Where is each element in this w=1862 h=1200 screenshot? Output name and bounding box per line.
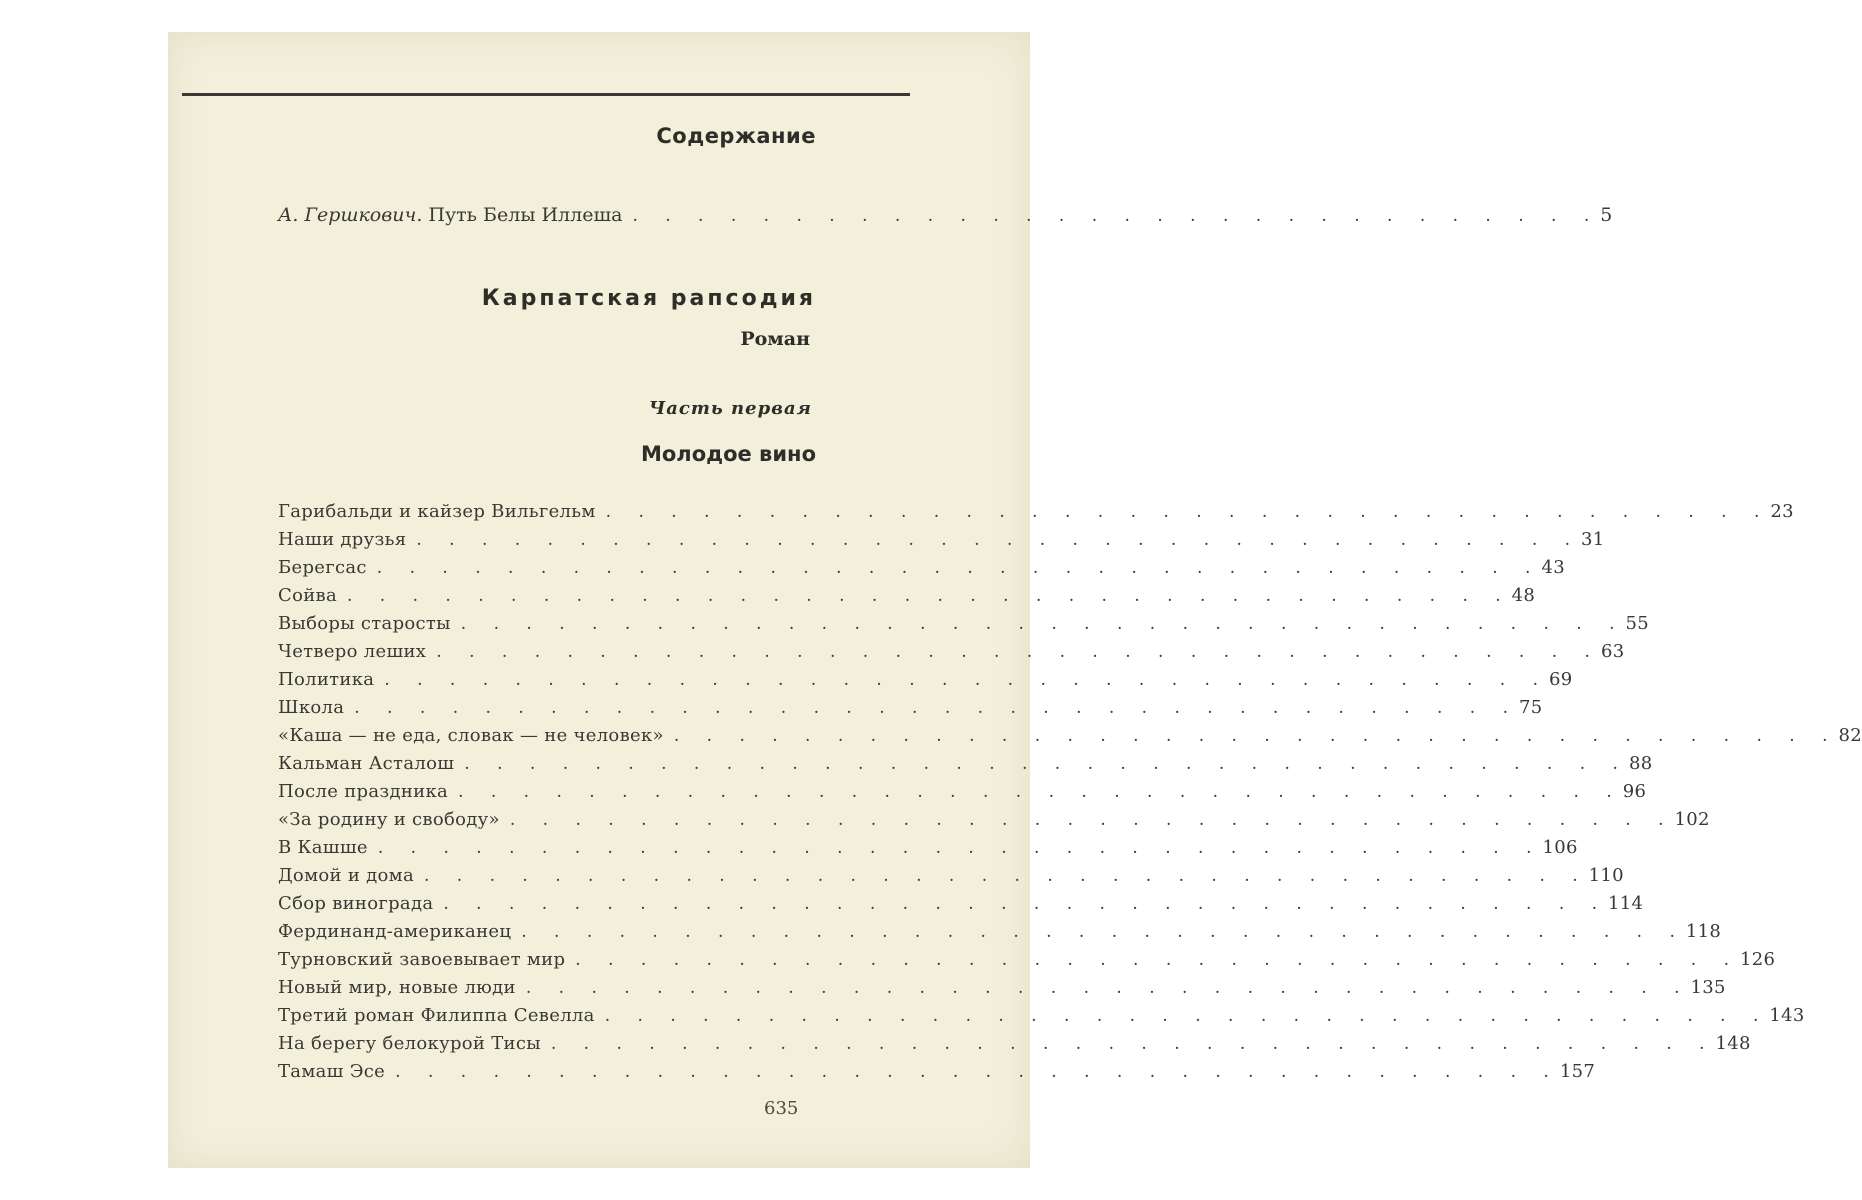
chapter-list [278, 498, 1862, 1086]
leader-dots: . . . . . . . . . . . . . . . . . . . . . . . . . . . . . . [632, 206, 1601, 226]
intro-label [278, 204, 622, 226]
chapter-title: Фердинанд-американец [278, 921, 512, 942]
chapter-entry [278, 1030, 1751, 1058]
leader-dots: . . . . . . . . . . . . . . . . . . . . . . . . . . . . . . . . . . . . [521, 922, 1686, 942]
chapter-page: 43 [1541, 557, 1565, 578]
leader-dots: . . . . . . . . . . . . . . . . . . . . . . . . . . . . . . . . . . . . [575, 950, 1740, 970]
intro-title: Путь Белы Иллеша [428, 204, 623, 226]
chapter-page: 63 [1600, 641, 1625, 662]
leader-dots: . . . . . . . . . . . . . . . . . . . . . . . . . . . . . . . . . . . . [605, 502, 1771, 522]
leader-dots: . . . . . . . . . . . . . . . . . . . . . . . . . . . . . . . . . . . . [377, 838, 1543, 858]
chapter-page: 75 [1518, 697, 1543, 718]
leader-dots: . . . . . . . . . . . . . . . . . . . . . . . . . . . . . . . . . . . . [509, 810, 1675, 830]
chapter-title: Выборы старосты [278, 613, 451, 634]
leader-dots: . . . . . . . . . . . . . . . . . . . . . . . . . . . . . . . . . . . . [354, 698, 1519, 718]
leader-dots: . . . . . . . . . . . . . . . . . . . . . . . . . . . . . . . . . . . . [376, 558, 1542, 578]
chapter-entry [278, 582, 1536, 610]
chapter-title: Новый мир, новые люди [278, 977, 516, 998]
chapter-page: 31 [1581, 529, 1605, 550]
chapter-page: 148 [1715, 1033, 1751, 1054]
part-title: Молодое вино [640, 442, 816, 466]
chapter-title: Третий роман Филиппа Севелла [278, 1005, 595, 1026]
chapter-page: 157 [1559, 1061, 1596, 1082]
chapter-page: 96 [1622, 781, 1647, 802]
chapter-title: Сбор винограда [278, 893, 434, 914]
chapter-page: 110 [1588, 865, 1624, 886]
chapter-title: «Каша — не еда, словак — не человек» [278, 725, 664, 746]
chapter-entry [278, 666, 1573, 694]
chapter-title: В Кашше [278, 837, 368, 858]
chapter-page: 126 [1739, 949, 1776, 970]
leader-dots: . . . . . . . . . . . . . . . . . . . . . . . . . . . . . . . . . . . . [346, 586, 1512, 606]
chapter-entry [278, 498, 1794, 526]
chapter-entry [278, 862, 1624, 890]
chapter-title: Сойва [278, 585, 337, 606]
header-rule [182, 93, 910, 96]
chapter-title: Турновский завоевывает мир [278, 949, 566, 970]
chapter-page: 88 [1628, 753, 1653, 774]
chapter-entry [278, 946, 1776, 974]
chapter-entry [278, 806, 1710, 834]
leader-dots: . . . . . . . . . . . . . . . . . . . . . . . . . . . . . . . . . . . . [395, 1062, 1560, 1082]
chapter-page: 82 [1838, 725, 1862, 746]
chapter-title: Политика [278, 669, 375, 690]
chapter-entry [278, 918, 1722, 946]
chapter-entry [278, 778, 1647, 806]
leader-dots: . . . . . . . . . . . . . . . . . . . . . . . . . . . . . . . . . . . . [436, 642, 1601, 662]
section-subtitle: Роман [740, 328, 810, 350]
section-title: Карпатская рапсодия [481, 286, 816, 311]
leader-dots: . . . . . . . . . . . . . . . . . . . . . . . . . . . . . . . . . . . . [464, 754, 1629, 774]
chapter-entry [278, 750, 1653, 778]
chapter-title: «За родину и свободу» [278, 809, 500, 830]
chapter-entry [278, 638, 1625, 666]
chapter-title: Школа [278, 697, 345, 718]
leader-dots: . . . . . . . . . . . . . . . . . . . . . . . . . . . . . . . . . . . . [416, 530, 1582, 550]
leader-dots: . . . . . . . . . . . . . . . . . . . . . . . . . . . . . . . . . . . . [550, 1034, 1716, 1054]
chapter-title: Берегсас [278, 557, 367, 578]
chapter-entry [278, 890, 1644, 918]
chapter-entry [278, 694, 1543, 722]
leader-dots: . . . . . . . . . . . . . . . . . . . . . . . . . . . . . . . . . . . . [673, 726, 1839, 746]
chapter-title: Домой и дома [278, 865, 414, 886]
chapter-entry [278, 834, 1578, 862]
chapter-entry [278, 1058, 1596, 1086]
intro-page: 5 [1600, 204, 1613, 226]
chapter-page: 143 [1769, 1005, 1805, 1026]
leader-dots: . . . . . . . . . . . . . . . . . . . . . . . . . . . . . . . . . . . . [424, 866, 1589, 886]
leader-dots: . . . . . . . . . . . . . . . . . . . . . . . . . . . . . . . . . . . . [525, 978, 1691, 998]
chapter-title: Гарибальди и кайзер Вильгельм [278, 501, 596, 522]
leader-dots: . . . . . . . . . . . . . . . . . . . . . . . . . . . . . . . . . . . . [458, 782, 1623, 802]
chapter-title: Наши друзья [278, 529, 407, 550]
leader-dots: . . . . . . . . . . . . . . . . . . . . . . . . . . . . . . . . . . . . [604, 1006, 1770, 1026]
leader-dots: . . . . . . . . . . . . . . . . . . . . . . . . . . . . . . . . . . . . [384, 670, 1549, 690]
chapter-entry [278, 610, 1649, 638]
page-number: 635 [764, 1098, 799, 1119]
chapter-page: 48 [1511, 585, 1536, 606]
chapter-page: 106 [1542, 837, 1578, 858]
chapter-entry [278, 1002, 1805, 1030]
chapter-entry [278, 526, 1605, 554]
chapter-entry [278, 974, 1726, 1002]
chapter-page: 135 [1690, 977, 1726, 998]
leader-dots: . . . . . . . . . . . . . . . . . . . . . . . . . . . . . . . . . . . . [460, 614, 1626, 634]
chapter-page: 69 [1548, 669, 1573, 690]
chapter-page: 102 [1674, 809, 1710, 830]
intro-entry [278, 204, 1613, 226]
chapter-entry [278, 722, 1862, 750]
chapter-title: Кальман Асталош [278, 753, 455, 774]
chapter-page: 55 [1625, 613, 1649, 634]
chapter-page: 118 [1685, 921, 1722, 942]
chapter-page: 114 [1608, 893, 1644, 914]
chapter-title: Четверо леших [278, 641, 427, 662]
leader-dots: . . . . . . . . . . . . . . . . . . . . . . . . . . . . . . . . . . . . [443, 894, 1609, 914]
intro-author: А. Гершкович. [278, 204, 423, 226]
chapter-title: После праздника [278, 781, 449, 802]
book-page [168, 32, 1862, 1168]
chapter-page: 23 [1770, 501, 1794, 522]
chapter-title: Тамаш Эсе [278, 1061, 386, 1082]
contents-title: Содержание [656, 124, 816, 148]
chapter-entry [278, 554, 1565, 582]
chapter-title: На берегу белокурой Тисы [278, 1033, 541, 1054]
part-label: Часть первая [648, 398, 812, 419]
